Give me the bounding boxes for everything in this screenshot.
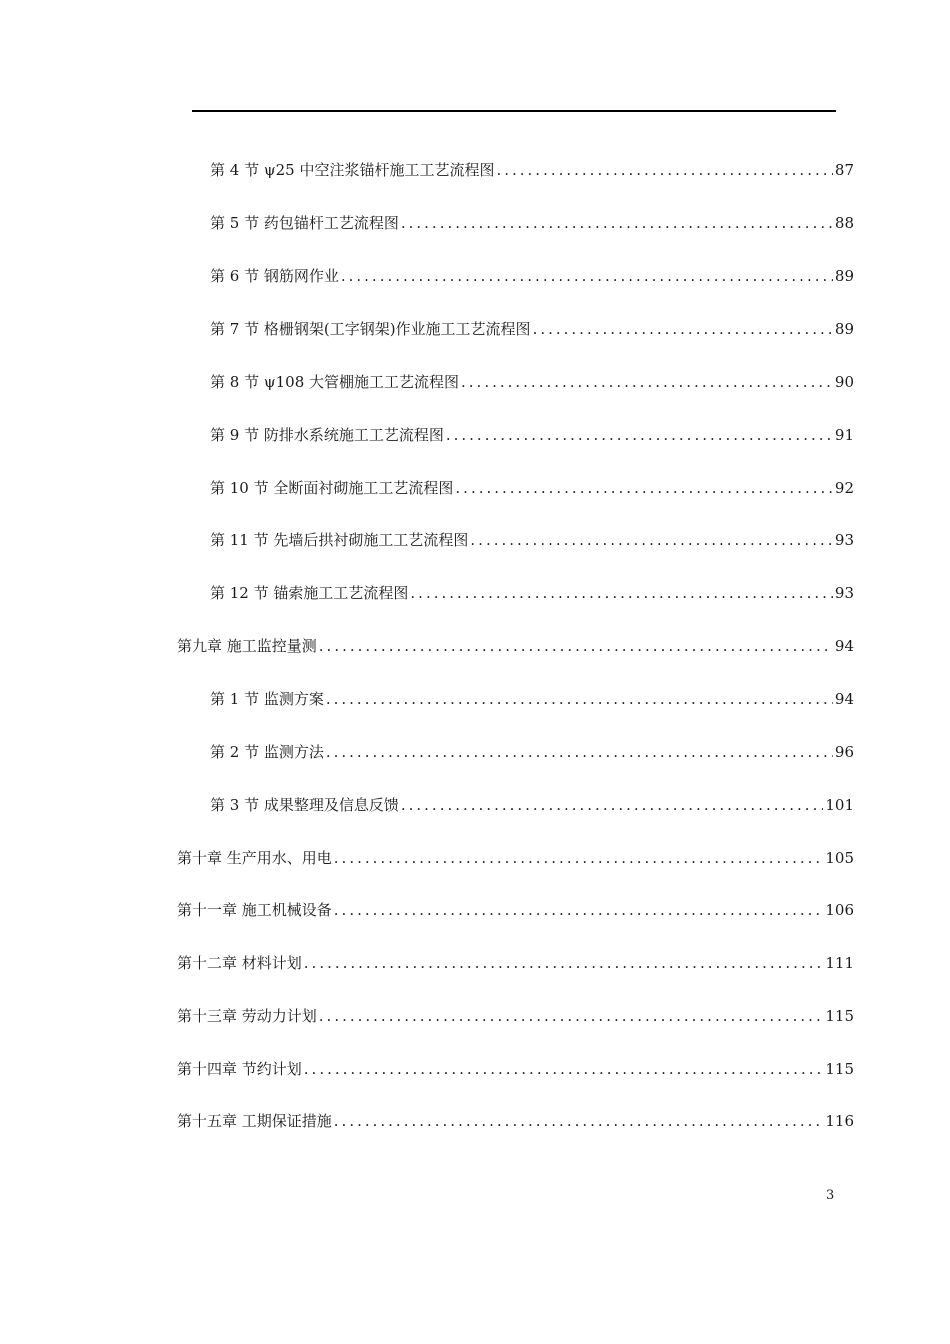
toc-entry[interactable] [210,689,854,709]
toc-entry[interactable] [210,795,854,815]
toc-entry[interactable] [210,742,854,762]
toc-entry[interactable] [177,953,854,973]
toc-entry[interactable] [210,425,854,445]
toc-entry-label: 第 7 节 格栅钢架(工字钢架)作业施工工艺流程图 [210,320,531,338]
dot-leader [446,425,833,445]
dot-leader [326,742,833,762]
dot-leader [326,689,833,709]
toc-entry-page: 94 [834,690,854,708]
toc-entry-label: 第十四章 节约计划 [177,1060,302,1078]
dot-leader [455,478,833,498]
toc-entry[interactable] [177,1006,854,1026]
toc-entry-page: 89 [834,267,854,285]
toc-entry-label: 第 3 节 成果整理及信息反馈 [210,796,399,814]
toc-entry-page: 90 [834,373,854,391]
toc-entry[interactable] [177,900,854,920]
toc-entry-page: 89 [834,320,854,338]
dot-leader [401,795,824,815]
toc-entry-label: 第十二章 材料计划 [177,954,302,972]
dot-leader [319,636,833,656]
toc-entry-page: 96 [834,743,854,761]
toc-entry-label: 第 4 节 ψ25 中空注浆锚杆施工工艺流程图 [210,161,495,179]
toc-entry-label: 第 12 节 锚索施工工艺流程图 [210,584,409,602]
dot-leader [470,530,833,550]
toc-entry-label: 第十一章 施工机械设备 [177,901,332,919]
toc-entry[interactable] [210,372,854,392]
dot-leader [461,372,833,392]
toc-entry-page: 94 [834,637,854,655]
page-number: 3 [826,1188,835,1203]
dot-leader [319,1006,824,1026]
dot-leader [496,160,832,180]
toc-entry-page: 101 [825,796,854,814]
toc-entry-page: 105 [825,849,854,867]
toc-entry-label: 第 9 节 防排水系统施工工艺流程图 [210,426,444,444]
toc-entry-page: 111 [825,954,854,972]
dot-leader [533,319,833,339]
toc-entry-label: 第 5 节 药包锚杆工艺流程图 [210,214,399,232]
toc-entry-label: 第 8 节 ψ108 大管棚施工工艺流程图 [210,373,460,391]
toc-entry-label: 第十章 生产用水、用电 [177,849,332,867]
dot-leader [334,1111,824,1131]
toc-entry[interactable] [210,530,854,550]
toc-entry[interactable] [210,319,854,339]
toc-entry[interactable] [177,1111,854,1131]
header-rule [192,110,836,112]
toc-entry-label: 第 1 节 监测方案 [210,690,324,708]
dot-leader [334,900,824,920]
toc-entry-page: 92 [834,479,854,497]
toc-entry-page: 116 [825,1112,854,1130]
toc-entry[interactable] [210,266,854,286]
toc-entry[interactable] [210,583,854,603]
dot-leader [410,583,833,603]
toc-entry-page: 106 [825,901,854,919]
toc-entry-label: 第 11 节 先墙后拱衬砌施工工艺流程图 [210,531,469,549]
toc-entry[interactable] [210,213,854,233]
toc-entry-label: 第 2 节 监测方法 [210,743,324,761]
toc-entry-page: 93 [834,531,854,549]
toc-entry-label: 第十三章 劳动力计划 [177,1007,317,1025]
toc-entry[interactable] [177,848,854,868]
toc-entry-label: 第 10 节 全断面衬砌施工工艺流程图 [210,479,454,497]
toc-entry-page: 87 [834,161,854,179]
toc-entry-page: 115 [825,1007,854,1025]
dot-leader [304,1059,824,1079]
toc-entry-label: 第十五章 工期保证措施 [177,1112,332,1130]
dot-leader [304,953,824,973]
toc-entry[interactable] [210,478,854,498]
toc-entry[interactable] [177,636,854,656]
toc-entry-page: 88 [834,214,854,232]
toc-entry[interactable] [177,1059,854,1079]
toc-entry-page: 115 [825,1060,854,1078]
toc-entry-page: 93 [834,584,854,602]
dot-leader [334,848,824,868]
toc-entry-label: 第九章 施工监控量测 [177,637,317,655]
toc-entry-label: 第 6 节 钢筋网作业 [210,267,339,285]
toc-entry[interactable] [210,160,854,180]
dot-leader [341,266,833,286]
dot-leader [401,213,833,233]
toc-entry-page: 91 [834,426,854,444]
